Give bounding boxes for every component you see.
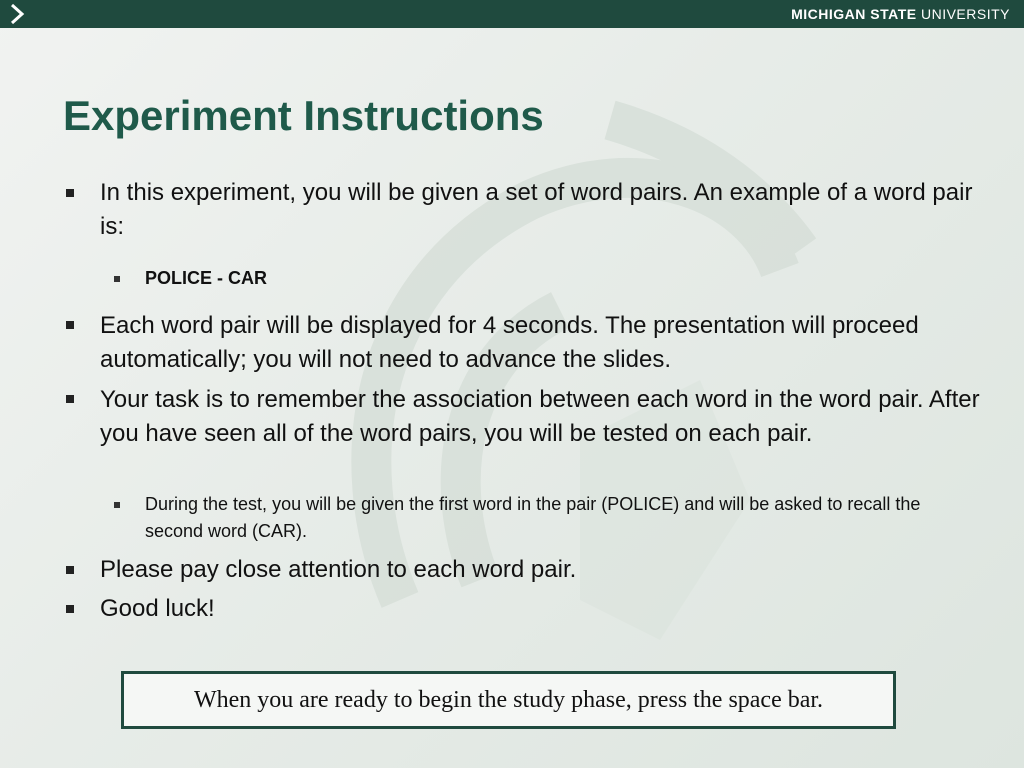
university-wordmark: [791, 6, 1010, 22]
bullet-marker: [66, 566, 74, 574]
slide-title: Experiment Instructions: [63, 92, 544, 139]
university-name-bold: MICHIGAN STATE: [791, 6, 917, 22]
university-name-light: UNIVERSITY: [920, 6, 1010, 22]
instruction-note-box: [121, 671, 896, 729]
list-item: In this experiment, you will be given a set of word pairs. An example of a word pair is:: [100, 179, 973, 240]
list-item: Please pay close attention to each word pair.: [100, 556, 577, 583]
bullet-marker: [114, 276, 120, 282]
list-item: During the test, you will be given the first word in the pair (POLICE) and will be asked to recall the second word (CAR).: [145, 494, 921, 541]
list-item: POLICE - CAR: [145, 268, 268, 288]
bullet-marker: [66, 395, 74, 403]
bullet-marker: [66, 321, 74, 329]
bullet-marker: [66, 605, 74, 613]
bullet-marker: [114, 502, 120, 508]
instruction-note: When you are ready to begin the study phase, press the space bar.: [193, 686, 824, 713]
list-item: Your task is to remember the association between each word in the word pair. After you have seen all of the word pairs, you will be tested on each pair.: [100, 386, 980, 447]
bullet-marker: [66, 189, 74, 197]
list-item: Each word pair will be displayed for 4 seconds. The presentation will proceed automatically; you will not need to advance the slides.: [100, 312, 919, 373]
list-item: Good luck!: [100, 595, 215, 622]
header-bar: [0, 0, 1024, 28]
chevron-right-icon: [6, 3, 28, 25]
